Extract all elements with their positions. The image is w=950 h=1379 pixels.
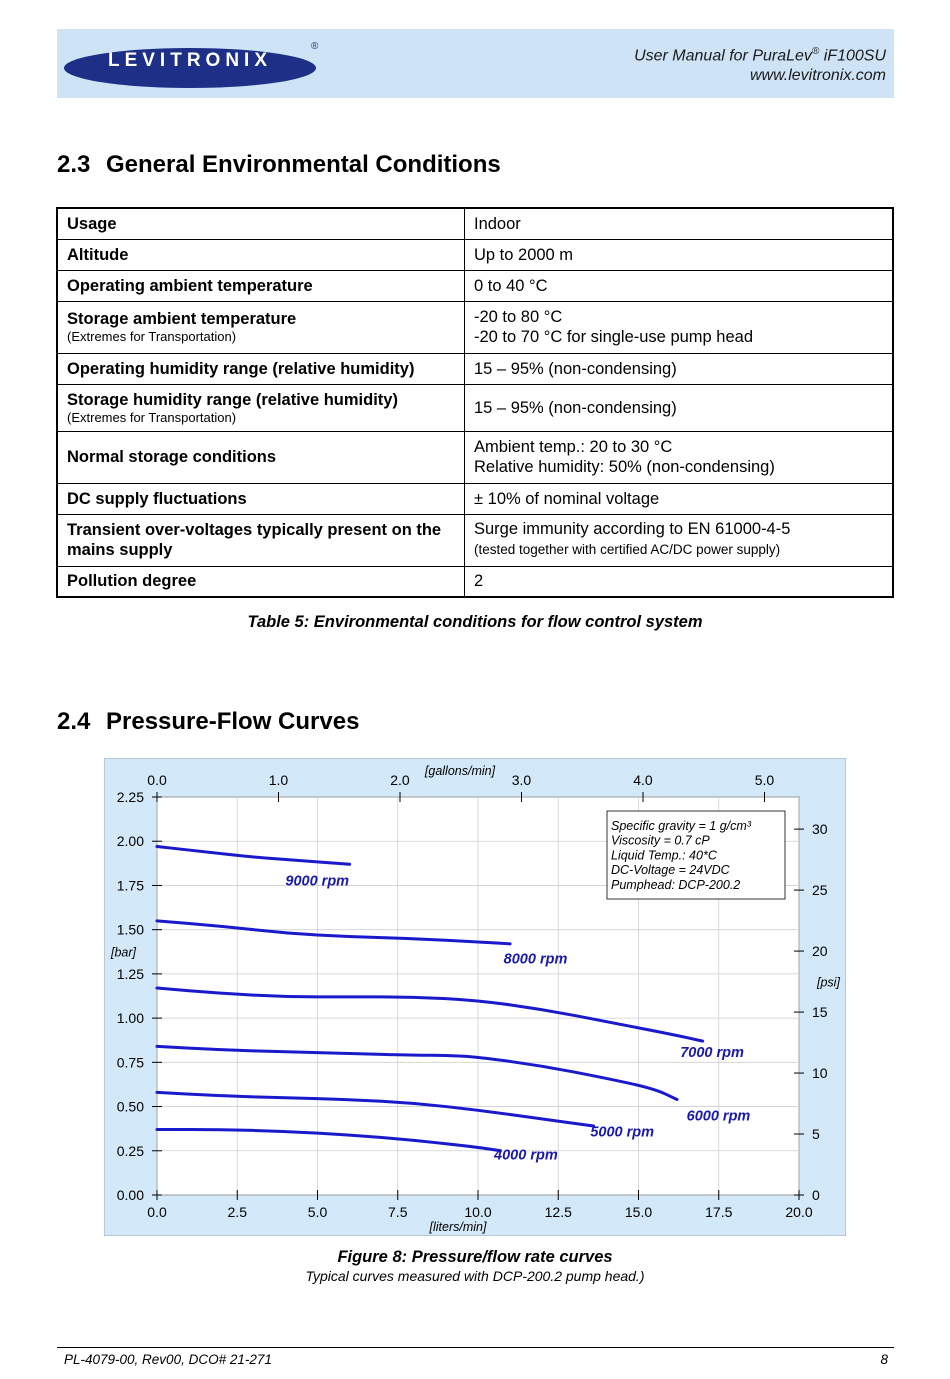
top-x-tick-label: 1.0	[268, 772, 289, 788]
table-row	[57, 270, 893, 301]
y-tick-label: 1.50	[116, 921, 144, 938]
row-value-text: 15 – 95% (non-condensing)	[474, 359, 677, 378]
row-label-text: Operating ambient temperature	[67, 276, 313, 295]
environmental-conditions-table	[56, 207, 894, 598]
row-value-text-2: Relative humidity: 50% (non-condensing)	[474, 458, 775, 476]
y-tick-label: 0.50	[116, 1098, 144, 1115]
x-tick-label: 17.5	[705, 1204, 733, 1220]
series-label: 7000 rpm	[680, 1045, 744, 1062]
table-row	[57, 353, 893, 384]
row-value-text: Surge immunity according to EN 61000-4-5	[474, 520, 791, 538]
table-row	[57, 514, 893, 566]
conditions-line: Pumphead: DCP-200.2	[611, 877, 741, 892]
row-value-text: 2	[474, 572, 484, 591]
row-label-text: Storage ambient temperature	[67, 310, 297, 328]
right-y-axis-label: [psi]	[817, 975, 840, 990]
section-heading-2-4: 2.4 Pressure-Flow Curves	[57, 708, 360, 735]
row-value	[465, 566, 894, 597]
table-row	[57, 239, 893, 270]
row-value-text: Indoor	[474, 214, 521, 233]
y-tick-label: 0.00	[116, 1187, 144, 1203]
row-value	[465, 514, 894, 566]
y-tick-label: 1.00	[116, 1010, 144, 1027]
figure-subcaption: Typical curves measured with DCP-200.2 pump head.)	[305, 1268, 645, 1284]
x-tick-label: 2.5	[227, 1204, 247, 1220]
row-label	[57, 566, 465, 597]
x-tick-label: 12.5	[544, 1204, 572, 1220]
section-heading-2-3: 2.3 General Environmental Conditions	[57, 151, 501, 178]
row-label-text: Transient over-voltages typically present on the mains supply	[67, 521, 442, 559]
conditions-line: DC-Voltage = 24VDC	[611, 863, 730, 878]
figure-caption: Figure 8: Pressure/flow rate curves	[337, 1248, 613, 1266]
top-x-tick-label: 0.0	[147, 772, 167, 788]
series-label: 9000 rpm	[285, 873, 350, 890]
row-value-text: Up to 2000 m	[474, 245, 574, 264]
series-label: 8000 rpm	[503, 951, 568, 968]
right-y-tick-label: 10	[812, 1065, 828, 1082]
right-y-tick-label: 0	[812, 1187, 820, 1203]
footer-page-number: 8	[880, 1352, 888, 1367]
row-value-text-2: -20 to 70 °C for single-use pump head	[474, 328, 754, 346]
y-tick-label: 2.25	[116, 789, 144, 805]
row-value	[465, 384, 894, 431]
manual-title: User Manual for PuraLev® iF100SU	[634, 46, 886, 65]
pressure-flow-chart	[104, 758, 846, 1236]
row-label	[57, 270, 465, 301]
row-value-text: 0 to 40 °C	[474, 276, 548, 295]
conditions-line: Specific gravity = 1 g/cm³	[611, 819, 751, 833]
logo-registered-mark: ®	[311, 41, 319, 52]
top-x-tick-label: 3.0	[511, 772, 532, 788]
top-x-tick-label: 5.0	[754, 772, 775, 788]
table-row	[57, 431, 893, 483]
table-caption: Table 5: Environmental conditions for flow control system	[247, 613, 703, 631]
table-row	[57, 208, 893, 239]
y-tick-label: 0.75	[116, 1054, 144, 1071]
row-value-text: 15 – 95% (non-condensing)	[474, 398, 677, 417]
row-label	[57, 483, 465, 514]
row-label	[57, 514, 465, 566]
levitronix-logo	[62, 40, 322, 88]
right-y-tick-label: 20	[812, 943, 828, 960]
row-label	[57, 239, 465, 270]
row-label	[57, 353, 465, 384]
row-value	[465, 301, 894, 353]
top-x-tick-label: 4.0	[633, 772, 653, 788]
x-tick-label: 15.0	[624, 1204, 653, 1220]
row-value	[465, 239, 894, 270]
x-axis-label: [liters/min]	[429, 1220, 487, 1234]
top-x-tick-label: 2.0	[390, 772, 410, 788]
header-text	[634, 42, 886, 86]
table-row	[57, 483, 893, 514]
row-value	[465, 270, 894, 301]
row-value	[465, 208, 894, 239]
top-x-axis-label: [gallons/min]	[424, 764, 496, 778]
x-tick-label: 10.0	[464, 1204, 492, 1220]
row-label-text: Operating humidity range (relative humidity)	[67, 359, 415, 378]
row-label	[57, 431, 465, 483]
y-tick-label: 1.25	[116, 965, 144, 982]
website: www.levitronix.com	[749, 67, 886, 85]
row-value-note: (tested together with certified AC/DC power supply)	[474, 542, 781, 557]
row-value	[465, 483, 894, 514]
row-label-text: Pollution degree	[67, 572, 197, 591]
row-value	[465, 353, 894, 384]
row-value	[465, 431, 894, 483]
table-row	[57, 566, 893, 597]
row-value-text: -20 to 80 °C	[474, 308, 563, 326]
row-label-text: Normal storage conditions	[67, 448, 277, 466]
series-label: 4000 rpm	[494, 1147, 558, 1164]
right-y-tick-label: 5	[812, 1126, 820, 1143]
y-tick-label: 2.00	[116, 833, 144, 850]
x-tick-label: 0.0	[147, 1204, 167, 1220]
footer-doc-id: PL-4079-00, Rev00, DCO# 21-271	[64, 1352, 272, 1367]
row-label-text: Altitude	[67, 245, 129, 264]
x-tick-label: 7.5	[388, 1204, 408, 1220]
right-y-tick-label: 30	[812, 821, 828, 838]
y-tick-label: 1.75	[116, 877, 144, 894]
row-label-text: DC supply fluctuations	[67, 489, 247, 508]
table-row	[57, 384, 893, 431]
row-label	[57, 208, 465, 239]
row-value-text: Ambient temp.: 20 to 30 °C	[474, 438, 673, 456]
series-label: 6000 rpm	[686, 1108, 751, 1125]
x-tick-label: 20.0	[785, 1204, 813, 1220]
row-label	[57, 384, 465, 431]
x-tick-label: 5.0	[307, 1204, 328, 1220]
series-label: 5000 rpm	[590, 1124, 655, 1141]
row-label-text: Storage humidity range (relative humidity)	[67, 390, 398, 409]
conditions-line: Liquid Temp.: 40*C	[611, 848, 717, 863]
right-y-tick-label: 15	[812, 1004, 828, 1021]
row-value-text: ± 10% of nominal voltage	[474, 489, 660, 508]
row-label-note: (Extremes for Transportation)	[67, 409, 237, 425]
footer-divider	[57, 1347, 894, 1348]
row-label-text: Usage	[67, 214, 117, 233]
conditions-line: Viscosity = 0.7 cP	[611, 833, 710, 848]
row-label	[57, 301, 465, 353]
row-label-note: (Extremes for Transportation)	[67, 329, 237, 344]
y-tick-label: 0.25	[116, 1142, 144, 1159]
table-row	[57, 301, 893, 353]
logo-text: LEVITRONIX	[107, 50, 273, 71]
y-axis-label: [bar]	[111, 945, 137, 960]
right-y-tick-label: 25	[812, 882, 828, 899]
